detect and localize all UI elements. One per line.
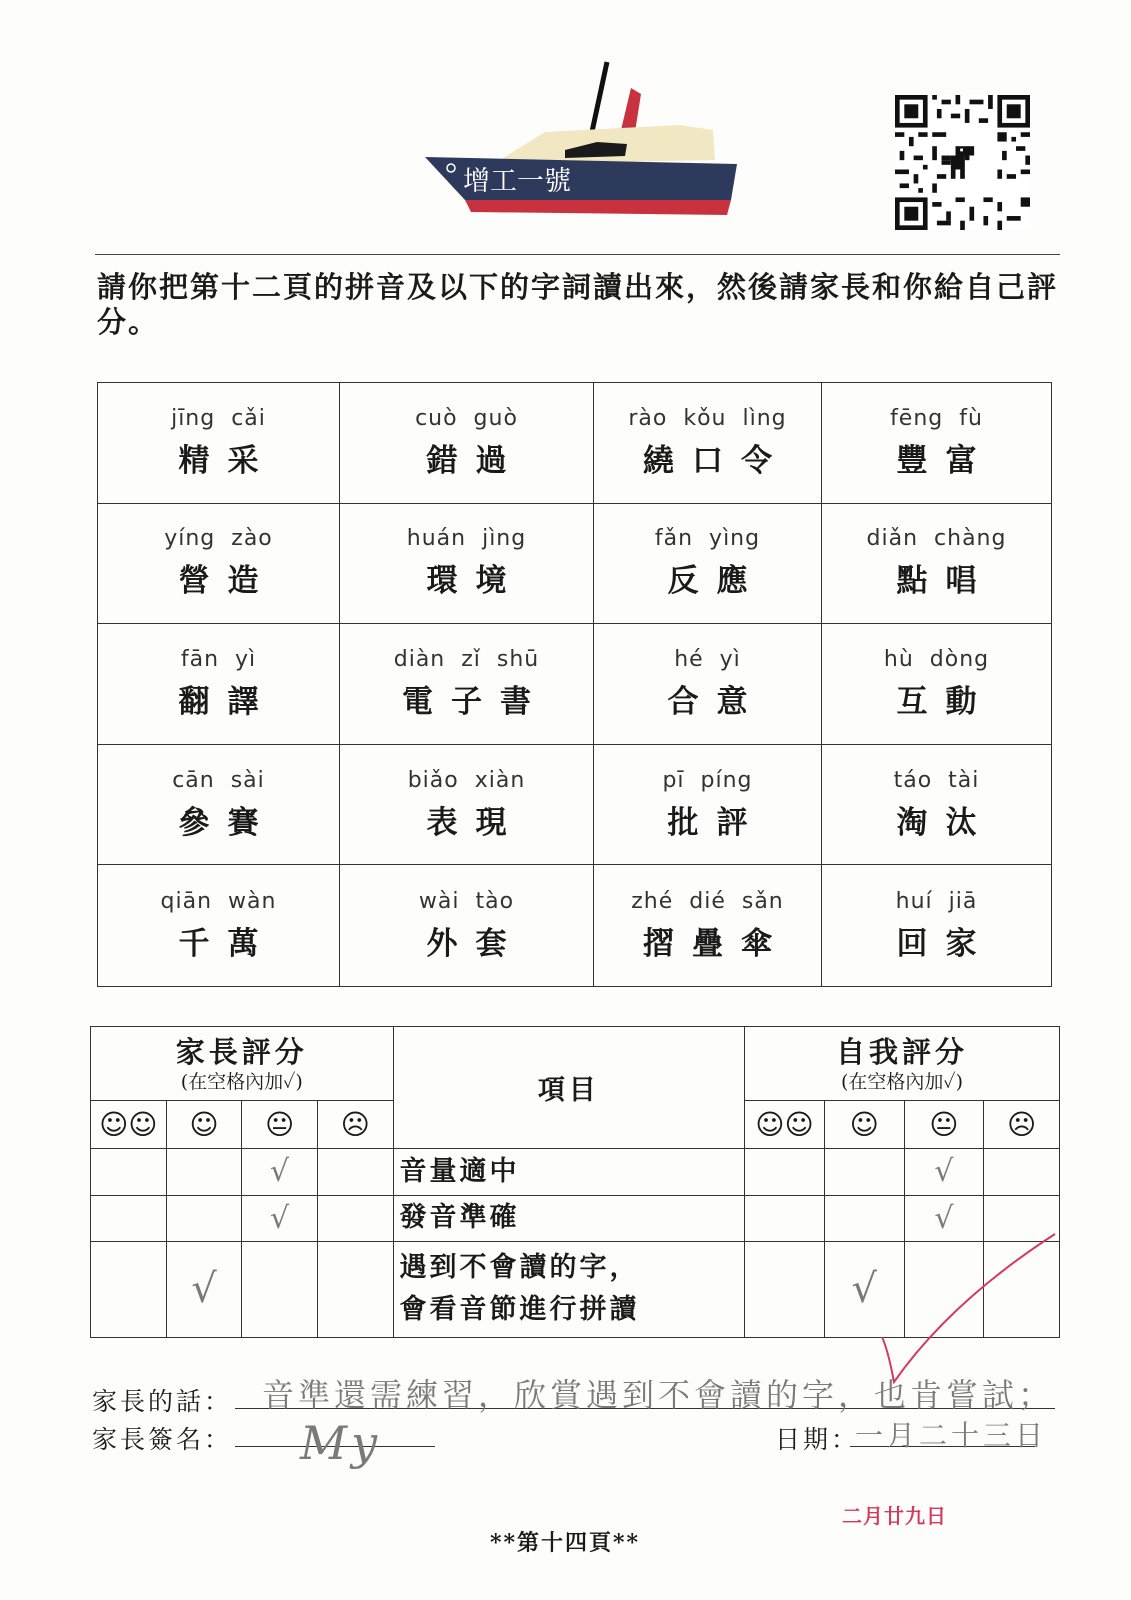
vocab-pinyin: fān yì	[180, 646, 257, 672]
qr-code-icon[interactable]	[895, 95, 1030, 230]
self-sad-face-icon: ☹	[984, 1101, 1060, 1149]
vocab-cell	[822, 745, 1051, 866]
parent-rating-instruction: (在空格內加✓)	[180, 1070, 303, 1093]
vocab-pinyin: hù dòng	[883, 646, 990, 672]
self-neutral-face-icon: 😐	[904, 1101, 984, 1149]
vocab-cell	[98, 504, 340, 625]
instruction-text: 請你把第十二頁的拼音及以下的字詞讀出來，然後請家長和你給自己評分。	[97, 270, 1059, 339]
item-spelling-line-1: 遇到不會讀的字，	[399, 1252, 640, 1284]
parent-very-happy-face-icon: ☺☺	[91, 1101, 167, 1149]
parent-check-mark: √	[270, 1154, 290, 1190]
self-check-mark: √	[851, 1266, 877, 1313]
vocab-chinese-word: 錯過	[426, 442, 525, 479]
vocab-pinyin: huán jìng	[406, 526, 527, 552]
vocab-cell	[340, 865, 594, 986]
rating-cell[interactable]	[242, 1241, 318, 1337]
vocab-cell	[594, 624, 822, 745]
rating-cell[interactable]	[166, 1149, 242, 1195]
vocab-pinyin: biǎo xiàn	[407, 767, 526, 793]
vocab-chinese-word: 電子書	[402, 683, 549, 720]
vocab-cell	[98, 624, 340, 745]
rating-cell[interactable]	[242, 1149, 318, 1195]
parent-rating-header	[91, 1027, 394, 1101]
vocab-cell	[98, 383, 340, 504]
vocab-chinese-word: 回家	[896, 925, 995, 962]
item-spelling-line-2: 會看音節進行拼讀	[399, 1294, 640, 1326]
vocab-chinese-word: 千萬	[178, 925, 277, 962]
vocab-cell	[340, 383, 594, 504]
vocab-chinese-word: 參賽	[178, 804, 277, 841]
vocab-pinyin: cuò guò	[415, 405, 518, 431]
rating-cell[interactable]	[824, 1149, 904, 1195]
vocab-chinese-word: 外套	[426, 925, 525, 962]
vocab-cell	[98, 865, 340, 986]
vocab-pinyin: táo tài	[893, 767, 980, 793]
page-number: **第十四頁**	[490, 1530, 641, 1556]
vocab-chinese-word: 豐富	[896, 442, 995, 479]
vocab-cell	[594, 865, 822, 986]
vocab-cell	[340, 745, 594, 866]
rating-cell[interactable]	[984, 1149, 1060, 1195]
vocab-chinese-word: 點唱	[896, 563, 995, 600]
vocab-cell	[594, 383, 822, 504]
rating-cell[interactable]	[317, 1241, 393, 1337]
parent-rating-title: 家長評分	[175, 1034, 308, 1069]
teacher-check-mark	[880, 1232, 1060, 1392]
rating-cell[interactable]	[91, 1149, 167, 1195]
parent-check-mark: √	[270, 1200, 290, 1236]
vocab-chinese-word: 摺疊傘	[643, 925, 790, 962]
item-spelling	[393, 1241, 745, 1337]
vocab-pinyin: jīng cǎi	[171, 405, 266, 431]
header-divider	[95, 254, 1060, 255]
vocab-pinyin: yíng zào	[164, 526, 273, 552]
parent-signature: My	[300, 1416, 382, 1470]
rating-cell[interactable]	[91, 1195, 167, 1241]
vocab-chinese-word: 合意	[667, 683, 766, 720]
vocab-chinese-word: 繞口令	[643, 442, 790, 479]
vocab-cell	[822, 865, 1051, 986]
vocab-pinyin: cān sài	[172, 767, 265, 793]
item-pronunciation: 發音準確	[393, 1195, 745, 1241]
vocab-cell	[594, 504, 822, 625]
vocab-pinyin: huí jiā	[895, 888, 978, 914]
vocab-pinyin: diǎn chàng	[866, 526, 1007, 552]
vocab-cell	[822, 624, 1051, 745]
vocab-pinyin: qiān wàn	[160, 888, 277, 914]
rating-cell[interactable]	[745, 1241, 825, 1337]
rating-cell[interactable]	[166, 1195, 242, 1241]
boat-illustration	[425, 60, 745, 230]
vocab-chinese-word: 批評	[667, 804, 766, 841]
item-header: 項目	[393, 1027, 745, 1149]
self-happy-face-icon: ☺	[824, 1101, 904, 1149]
vocab-chinese-word: 反應	[667, 563, 766, 600]
date-label: 日期：	[775, 1425, 860, 1454]
vocab-pinyin: pī píng	[662, 767, 753, 793]
parent-sad-face-icon: ☹	[317, 1101, 393, 1149]
self-rating-header	[745, 1027, 1060, 1101]
vocab-pinyin: diàn zǐ shū	[393, 646, 540, 672]
vocab-chinese-word: 翻譯	[178, 683, 277, 720]
rating-cell[interactable]	[242, 1195, 318, 1241]
rating-cell[interactable]	[317, 1195, 393, 1241]
vocab-pinyin: rào kǒu lìng	[628, 405, 787, 431]
vocab-cell	[340, 504, 594, 625]
rating-cell[interactable]	[91, 1241, 167, 1337]
vocab-pinyin: fǎn yìng	[654, 526, 761, 552]
parent-comment-label: 家長的話：	[92, 1387, 233, 1416]
vocab-cell	[340, 624, 594, 745]
rating-cell[interactable]	[904, 1149, 984, 1195]
vocab-chinese-word: 精采	[178, 442, 277, 479]
self-check-mark: √	[934, 1200, 954, 1236]
vocab-chinese-word: 環境	[426, 563, 525, 600]
rating-cell[interactable]	[745, 1149, 825, 1195]
parent-comment: 音準還需練習，欣賞遇到不會讀的字，也肯嘗試；	[262, 1376, 1055, 1414]
vocab-chinese-word: 互動	[896, 683, 995, 720]
assessment-row-volume	[91, 1149, 1060, 1195]
parent-happy-face-icon: ☺	[166, 1101, 242, 1149]
boat-name: 增工一號	[463, 166, 571, 197]
vocab-pinyin: zhé dié sǎn	[631, 888, 784, 914]
self-very-happy-face-icon: ☺☺	[745, 1101, 825, 1149]
rating-cell[interactable]	[745, 1195, 825, 1241]
vocab-pinyin: hé yì	[674, 646, 741, 672]
self-check-mark: √	[934, 1154, 954, 1190]
vocab-chinese-word: 營造	[178, 563, 277, 600]
teacher-date-stamp: 二月廿九日	[842, 1504, 947, 1528]
vocab-cell	[98, 745, 340, 866]
vocab-chinese-word: 淘汰	[896, 804, 995, 841]
parent-neutral-face-icon: 😐	[242, 1101, 318, 1149]
vocab-pinyin: wài tào	[418, 888, 515, 914]
vocab-cell	[822, 383, 1051, 504]
self-rating-instruction: (在空格內加✓)	[841, 1070, 964, 1093]
vocab-cell	[822, 504, 1051, 625]
item-volume: 音量適中	[393, 1149, 745, 1195]
self-rating-title: 自我評分	[836, 1034, 969, 1069]
vocab-grid	[97, 382, 1052, 987]
date-value: 一月二十三日	[855, 1419, 1048, 1452]
vocab-chinese-word: 表現	[426, 804, 525, 841]
vocab-cell	[594, 745, 822, 866]
rating-cell[interactable]	[317, 1149, 393, 1195]
parent-check-mark: √	[191, 1266, 217, 1313]
rating-cell[interactable]	[166, 1241, 242, 1337]
vocab-pinyin: fēng fù	[890, 405, 983, 431]
parent-signature-label: 家長簽名：	[92, 1425, 233, 1454]
